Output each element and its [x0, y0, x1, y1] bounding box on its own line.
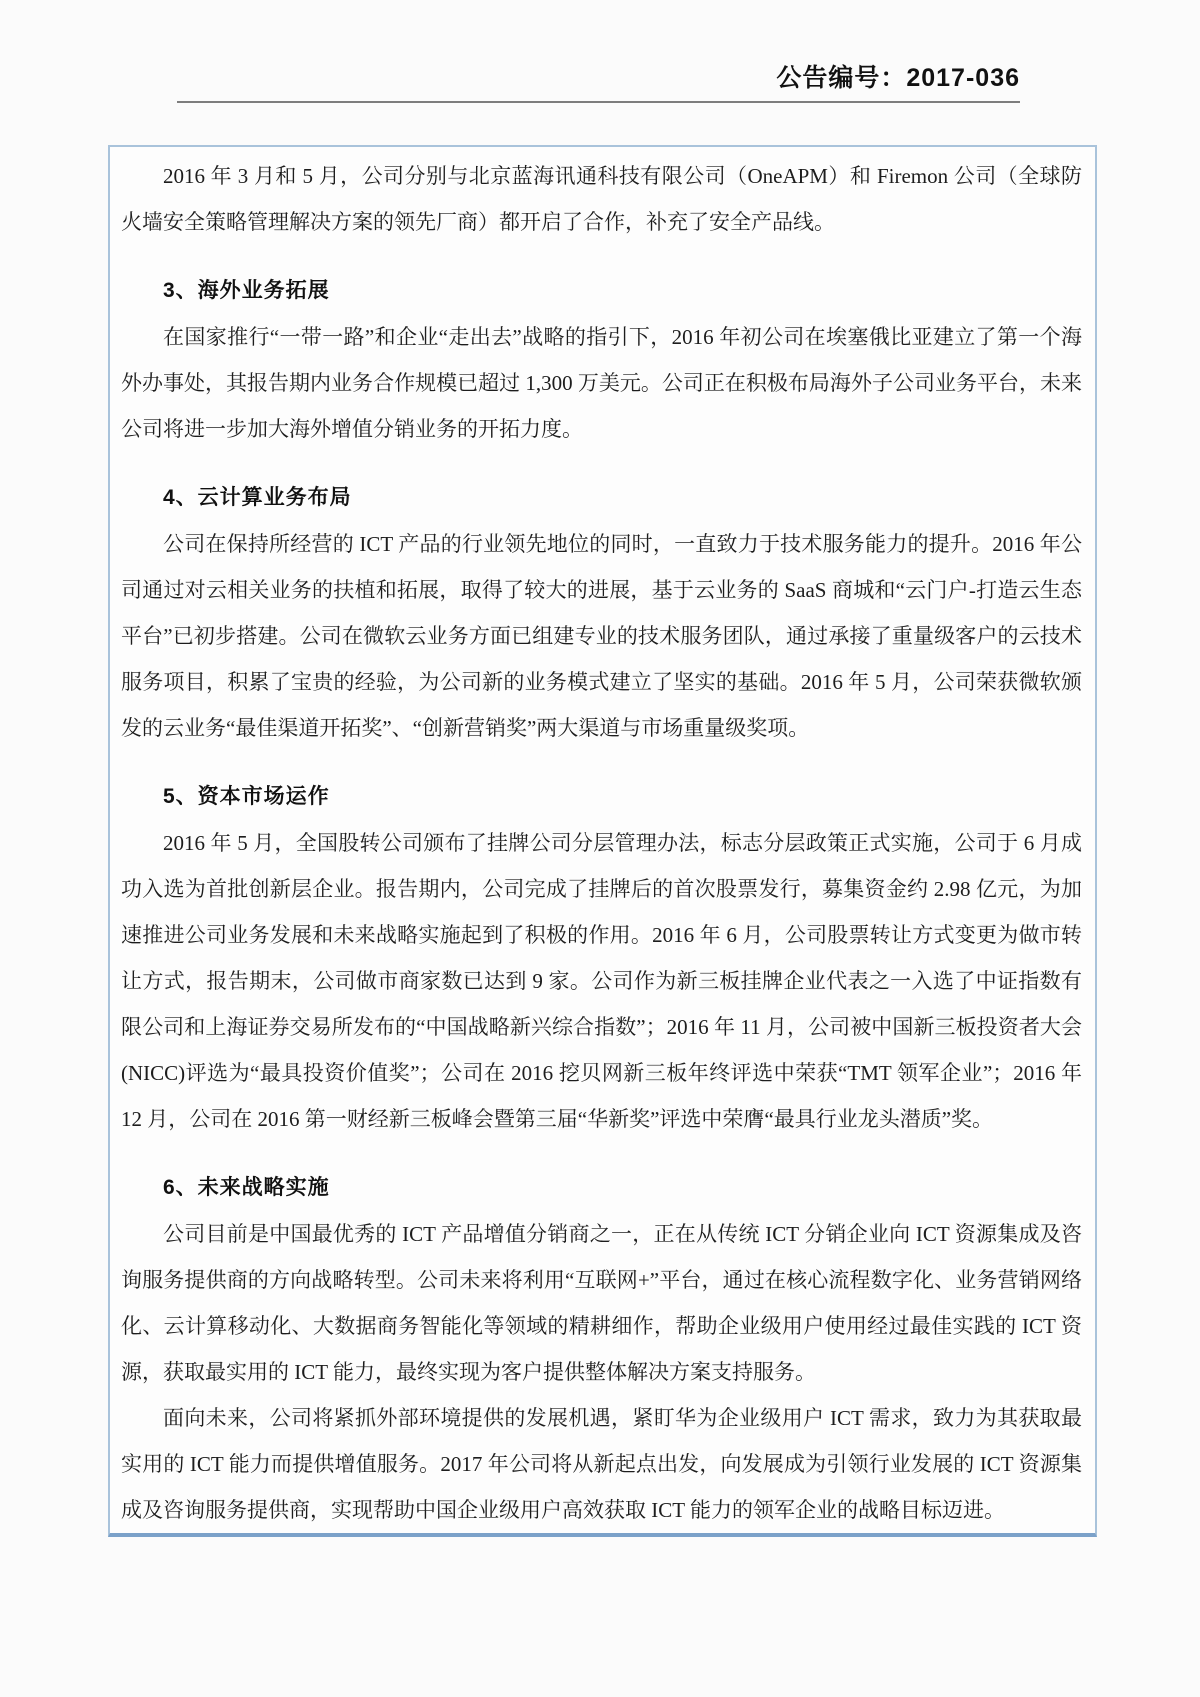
announcement-number: 公告编号：2017-036 [776, 64, 1020, 92]
section-paragraph-cloud-business: 公司在保持所经营的 ICT 产品的行业领先地位的同时，一直致力于技术服务能力的提升。2016 年公司通过对云相关业务的扶植和拓展，取得了较大的进展，基于云业务的 SaaS 商城和“云门户-打造云生态平台”已初步搭建。公司在微软云业务方面已组建专业的技术服务团队，通过承接了重量级客户的云技术服务项目，积累了宝贵的经验，为公司新的业务模式建立了坚实的基础。2016 年 5 月，公司荣获微软颁发的云业务“最佳渠道开拓奖”、“创新营销奖”两大渠道与市场重量级奖项。 [121, 532, 1082, 740]
intro-paragraph: 2016 年 3 月和 5 月，公司分别与北京蓝海讯通科技有限公司（OneAPM）和 Firemon 公司（全球防火墙安全策略管理解决方案的领先厂商）都开启了合作，补充了安全产品线。 [121, 164, 1082, 234]
section-paragraph-future-strategy-2: 面向未来，公司将紧抓外部环境提供的发展机遇，紧盯华为企业级用户 ICT 需求，致力为其获取最实用的 ICT 能力而提供增值服务。2017 年公司将从新起点出发，向发展成为引领行业发展的 ICT 资源集成及咨询服务提供商，实现帮助中国企业级用户高效获取 ICT 能力的领军企业的战略目标迈进。 [121, 1406, 1082, 1522]
header-rule [177, 101, 1020, 103]
section-heading-cloud-business: 4、云计算业务布局 [163, 486, 352, 509]
section-paragraph-overseas-expansion: 在国家推行“一带一路”和企业“走出去”战略的指引下，2016 年初公司在埃塞俄比亚建立了第一个海外办事处，其报告期内业务合作规模已超过 1,300 万美元。公司正在积极布局海外子公司业务平台，未来公司将进一步加大海外增值分销业务的开拓力度。 [121, 325, 1082, 441]
content-box [108, 145, 1097, 1537]
section-heading-future-strategy: 6、未来战略实施 [163, 1176, 330, 1199]
section-paragraph-capital-market: 2016 年 5 月，全国股转公司颁布了挂牌公司分层管理办法，标志分层政策正式实施，公司于 6 月成功入选为首批创新层企业。报告期内，公司完成了挂牌后的首次股票发行，募集资金约 2.98 亿元，为加速推进公司业务发展和未来战略实施起到了积极的作用。2016 年 6 月，公司股票转让方式变更为做市转让方式，报告期末，公司做市商家数已达到 9 家。公司作为新三板挂牌企业代表之一入选了中证指数有限公司和上海证券交易所发布的“中国战略新兴综合指数”；2016 年 11 月，公司被中国新三板投资者大会(NICC)评选为“最具投资价值奖”；公司在 2016 挖贝网新三板年终评选中荣获“TMT 领军企业”；2016 年 12 月，公司在 2016 第一财经新三板峰会暨第三届“华新奖”评选中荣膺“最具行业龙头潜质”奖。 [121, 831, 1082, 1131]
section-heading-overseas-expansion: 3、海外业务拓展 [163, 279, 330, 302]
section-heading-capital-market: 5、资本市场运作 [163, 785, 330, 808]
section-paragraph-future-strategy-1: 公司目前是中国最优秀的 ICT 产品增值分销商之一，正在从传统 ICT 分销企业向 ICT 资源集成及咨询服务提供商的方向战略转型。公司未来将利用“互联网+”平台，通过在核心流程数字化、业务营销网络化、云计算移动化、大数据商务智能化等领域的精耕细作，帮助企业级用户使用经过最佳实践的 ICT 资源，获取最实用的 ICT 能力，最终实现为客户提供整体解决方案支持服务。 [121, 1222, 1082, 1384]
